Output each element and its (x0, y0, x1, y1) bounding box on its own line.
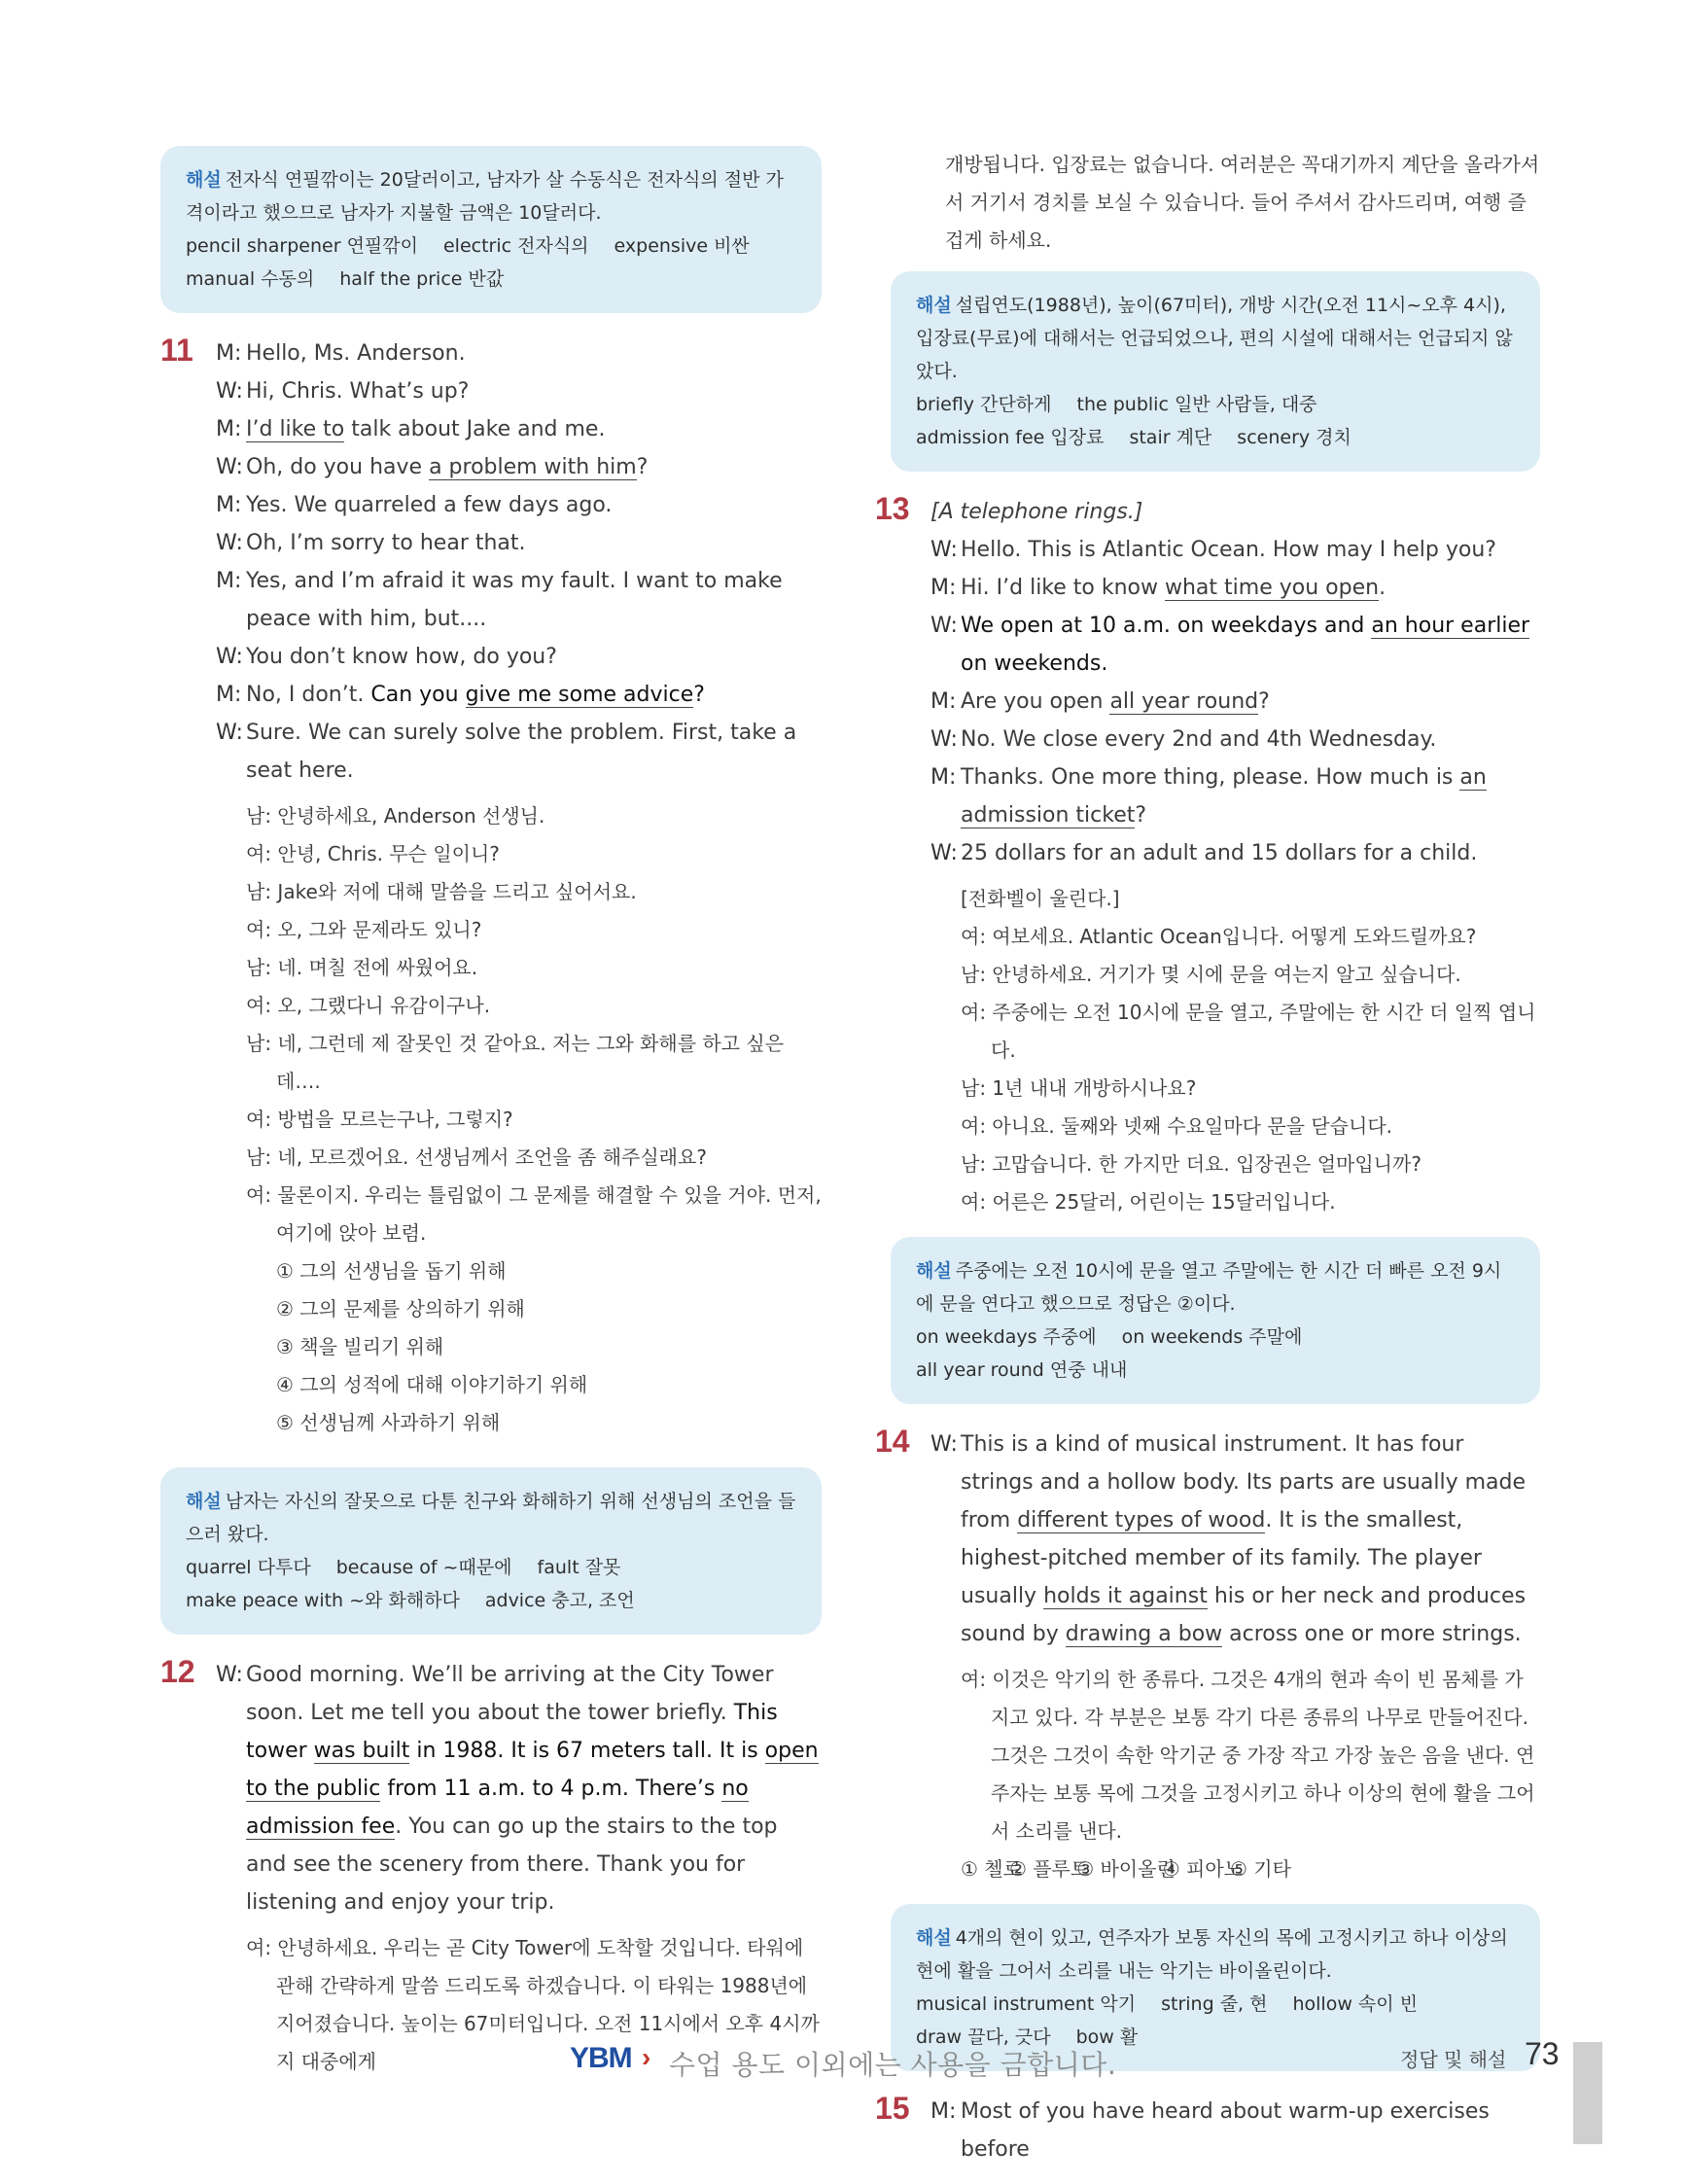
dialogue-line (216, 1656, 822, 1921)
question-number: 15 (875, 2091, 910, 2126)
explanation-box-q13 (891, 1237, 1540, 1404)
vocab-item: manual 수동의 (186, 268, 315, 290)
answer-blank: what time you open (1165, 576, 1380, 600)
answer-option: ④ 피아노 (1162, 1857, 1244, 1881)
speaker-label: W: (930, 1432, 958, 1457)
vocab-item: electric 전자식의 (442, 235, 589, 257)
speaker-label: W: (930, 841, 958, 865)
right-column (875, 146, 1540, 2184)
speaker-label: M: (216, 341, 242, 366)
dialogue-text: No, I don’t. (246, 683, 371, 707)
vocab-item: bow 활 (1075, 2026, 1139, 2048)
question-number: 14 (875, 1424, 910, 1459)
dialogue-text: Yes. We quarreled a few days ago. (246, 493, 613, 517)
vocab-item: stair 계단 (1129, 427, 1212, 448)
korean-line: 여: 오, 그랬다니 유감이구나. (246, 994, 491, 1017)
dialogue-text: ? (636, 455, 649, 479)
dialogue-line (216, 410, 822, 448)
dialogue-line (930, 607, 1540, 683)
dialogue-text: Are you open (961, 689, 1110, 714)
explanation-label: 해설 (916, 295, 952, 316)
speaker-label: W: (930, 727, 958, 752)
vocab-item: string 줄, 현 (1161, 1993, 1268, 2015)
vocab-item: pencil sharpener 연필깎이 (186, 235, 418, 257)
dialogue-text: from 11 a.m. to 4 p.m. There’s (380, 1777, 722, 1801)
dialogue-text: Oh, do you have (246, 455, 430, 479)
dialogue-line (930, 531, 1540, 569)
vocab-list (186, 1551, 796, 1617)
korean-line: 남: 안녕하세요, Anderson 선생님. (246, 804, 545, 828)
korean-line: 남: 고맙습니다. 한 가지만 더요. 입장권은 얼마입니까? (961, 1152, 1422, 1176)
stage-direction: [A telephone rings.] (930, 500, 1143, 524)
answer-blank: an admission ticket (961, 765, 1487, 828)
question-11 (160, 335, 822, 1442)
dialogue-text: We open at 10 a.m. on weekdays and (961, 614, 1372, 638)
explanation-label: 해설 (186, 169, 222, 191)
korean-line: 여: 물론이지. 우리는 틀림없이 그 문제를 해결할 수 있을 거야. 먼저, 여기에 앉아 보렴. (246, 1183, 822, 1245)
dialogue-line (930, 721, 1540, 758)
dialogue-text: Oh, I’m sorry to hear that. (246, 531, 526, 555)
answer-option: ③ 바이올린 (1076, 1857, 1176, 1881)
dialogue-text: No. We close every 2nd and 4th Wednesday. (961, 727, 1437, 752)
korean-translation (930, 880, 1540, 1221)
dialogue-text: Can you (370, 683, 466, 707)
answer-blank: was built (313, 1739, 410, 1763)
speaker-label: M: (930, 576, 957, 600)
explanation-label: 해설 (916, 1260, 952, 1282)
dialogue (930, 531, 1540, 872)
answer-option: ④ 그의 성적에 대해 이야기하기 위해 (276, 1373, 588, 1396)
dialogue-line (930, 758, 1540, 834)
answer-option: ③ 책을 빌리기 위해 (276, 1335, 444, 1358)
vocab-item: admission fee 입장료 (916, 427, 1105, 448)
speaker-label: M: (216, 569, 242, 593)
answer-options (961, 1850, 1540, 1888)
answer-option: ① 첼로 (961, 1857, 1022, 1881)
dialogue-line (216, 638, 822, 676)
vocab-item: the public 일반 사람들, 대중 (1076, 394, 1317, 415)
speaker-label: M: (216, 417, 242, 441)
answer-blank: give me some advice (465, 683, 694, 707)
explanation-text: 설립연도(1988년), 높이(67미터), 개방 시간(오전 11시~오후 4시), 입장료(무료)에 대해서는 언급되었으나, 편의 시설에 대해서는 언급되지 않았다. (916, 295, 1513, 382)
dialogue-text: . You can go up the stairs to the top and see the scenery from there. Thank you for listening and enjoy your trip. (246, 1814, 778, 1915)
dialogue-text: ? (1258, 689, 1270, 714)
question-number: 13 (875, 491, 910, 526)
explanation-text: 주중에는 오전 10시에 문을 열고 주말에는 한 시간 더 빠른 오전 9시에 문을 연다고 했으므로 정답은 ②이다. (916, 1260, 1502, 1315)
korean-translation (930, 1661, 1540, 1888)
dialogue-text: Yes, and I’m afraid it was my fault. I want to make peace with him, but.... (246, 569, 783, 631)
dialogue-text: his or her neck and produces sound by (961, 1584, 1527, 1646)
korean-line: 개방됩니다. 입장료는 없습니다. 여러분은 꼭대기까지 계단을 올라가셔서 거기서 경치를 보실 수 있습니다. 들어 주셔서 감사드리며, 여행 즐겁게 하세요. (945, 153, 1540, 252)
korean-line: 남: 네, 모르겠어요. 선생님께서 조언을 좀 해주실래요? (246, 1145, 707, 1169)
answer-blank: an hour earlier (1371, 614, 1530, 638)
copyright-notice: 수업 용도 이외에는 사용을 금합니다. (669, 2049, 1117, 2081)
speaker-label: W: (216, 645, 243, 669)
explanation-text: 전자식 연필깎이는 20달러이고, 남자가 살 수동식은 전자식의 절반 가격이라고 했으므로 남자가 지불할 금액은 10달러다. (186, 169, 784, 224)
monologue (930, 1426, 1540, 1653)
vocab-item: musical instrument 악기 (916, 1993, 1137, 2015)
dialogue-text: This tower (246, 1701, 778, 1763)
dialogue-text: Sure. We can surely solve the problem. First, take a seat here. (246, 721, 797, 783)
vocab-item: half the price 반값 (339, 268, 505, 290)
question-number: 12 (160, 1654, 195, 1689)
answer-options (246, 1252, 822, 1442)
vocab-item: all year round 연중 내내 (916, 1359, 1128, 1381)
speaker-label: W: (216, 721, 243, 745)
answer-blank: open to the public (246, 1739, 819, 1801)
korean-line: 여: 안녕, Chris. 무슨 일이니? (246, 842, 500, 865)
korean-translation-continued (875, 146, 1540, 260)
answer-option: ⑤ 기타 (1230, 1857, 1291, 1881)
section-label: 정답 및 해설 (1400, 2048, 1507, 2071)
speaker-label: M: (930, 765, 957, 790)
chevron-right-icon: › (642, 2042, 651, 2072)
answer-option: ⑤ 선생님께 사과하기 위해 (276, 1411, 501, 1434)
question-13 (875, 493, 1540, 1221)
dialogue-text: on weekends. (961, 652, 1108, 676)
korean-line: 남: 네, 그런데 제 잘못인 것 같아요. 저는 그와 화해를 하고 싶은데…. (246, 1032, 785, 1093)
left-column (160, 146, 822, 2096)
answer-option: ② 플루트 (1008, 1857, 1090, 1881)
korean-line: 여: 이것은 악기의 한 종류다. 그것은 4개의 현과 속이 빈 몸체를 가지고 있다. 각 부분은 보통 각기 다른 종류의 나무로 만들어진다. 그것은 그것이 속한 악기군 중 가장 작고 가장 높은 음을 낸다. 연주자는 보통 목에 그것을 고정시키고 하나 이상의 현에 활을 그어서 소리를 낸다. (961, 1668, 1535, 1843)
answer-blank: all year round (1109, 689, 1259, 714)
answer-blank: I’d like to (246, 417, 345, 441)
dialogue-text: This is a kind of musical instrument. It has four strings and a hollow body. Its parts are usually made from (961, 1432, 1526, 1532)
vocab-item: quarrel 다투다 (186, 1557, 311, 1578)
korean-translation (216, 797, 822, 1442)
answer-blank: different types of wood (1017, 1508, 1266, 1532)
dialogue-text: talk about Jake and me. (344, 417, 606, 441)
vocab-item: fault 잘못 (537, 1557, 621, 1578)
answer-blank: drawing a bow (1065, 1622, 1223, 1646)
korean-line: 남: 네. 며칠 전에 싸웠어요. (246, 956, 478, 979)
dialogue-line (930, 2093, 1540, 2168)
dialogue-text: Hello, Ms. Anderson. (246, 341, 466, 366)
speaker-label: W: (216, 531, 243, 555)
dialogue-text: ? (693, 683, 705, 707)
dialogue-text: Hello. This is Atlantic Ocean. How may I help you? (961, 538, 1496, 562)
vocab-item: expensive 비싼 (614, 235, 750, 257)
explanation-box-q12 (891, 271, 1540, 472)
speaker-label: W: (930, 538, 958, 562)
monologue (216, 1656, 822, 1921)
dialogue (216, 335, 822, 790)
dialogue-line (216, 676, 822, 714)
answer-option: ② 그의 문제를 상의하기 위해 (276, 1297, 525, 1321)
vocab-item: make peace with ~와 화해하다 (186, 1590, 460, 1611)
korean-line: 여: 아니요. 둘째와 넷째 수요일마다 문을 닫습니다. (961, 1114, 1392, 1138)
question-15 (875, 2093, 1540, 2168)
vocab-item: on weekends 주말에 (1121, 1326, 1303, 1348)
dialogue-line (216, 524, 822, 562)
dialogue-text: You don’t know how, do you? (246, 645, 557, 669)
dialogue-line (930, 569, 1540, 607)
answer-option: ① 그의 선생님을 돕기 위해 (276, 1259, 507, 1283)
explanation-box-q10 (160, 146, 822, 313)
dialogue-text: Hi, Chris. What’s up? (246, 379, 470, 404)
korean-line: 남: Jake와 저에 대해 말씀을 드리고 싶어서요. (246, 880, 637, 903)
dialogue-line (930, 834, 1540, 872)
answer-blank: no admission fee (246, 1777, 749, 1839)
korean-line: 여: 여보세요. Atlantic Ocean입니다. 어떻게 도와드릴까요? (961, 925, 1477, 948)
dialogue-line (216, 448, 822, 486)
speaker-label: M: (216, 683, 242, 707)
answer-blank: a problem with him (429, 455, 637, 479)
answer-blank: holds it against (1043, 1584, 1208, 1608)
korean-line: 남: 1년 내내 개방하시나요? (961, 1076, 1197, 1100)
dialogue-text: . It is the smallest, highest-pitched member of its family. The player usually (961, 1508, 1482, 1608)
dialogue-line (216, 372, 822, 410)
vocab-list (916, 1321, 1515, 1387)
dialogue-text: Most of you have heard about warm-up exercises before (961, 2099, 1490, 2162)
korean-line: [전화벨이 울린다.] (961, 887, 1120, 910)
question-14 (875, 1426, 1540, 1888)
speaker-label: M: (216, 493, 242, 517)
vocab-item: because of ~때문에 (335, 1557, 512, 1578)
page-footer (0, 2032, 1685, 2091)
vocab-item: hollow 속이 빈 (1292, 1993, 1419, 2015)
explanation-label: 해설 (186, 1491, 222, 1512)
dialogue-line (930, 1426, 1540, 1653)
speaker-label: W: (216, 1663, 243, 1687)
dialogue-text: ? (1135, 803, 1147, 828)
speaker-label: M: (930, 2099, 957, 2124)
monologue (930, 2093, 1540, 2168)
dialogue-text: across one or more strings. (1222, 1622, 1522, 1646)
speaker-label: W: (216, 455, 243, 479)
korean-line: 여: 방법을 모르는구나, 그렇지? (246, 1108, 513, 1131)
vocab-item: briefly 간단하게 (916, 394, 1052, 415)
vocab-item: advice 충고, 조언 (484, 1590, 635, 1611)
vocab-item: on weekdays 주중에 (916, 1326, 1097, 1348)
question-number: 11 (160, 333, 193, 368)
dialogue-text: Good morning. We’ll be arriving at the City Tower soon. Let me tell you about the tower briefly. (246, 1663, 774, 1725)
question-12 (160, 1656, 822, 2081)
vocab-item: scenery 경치 (1237, 427, 1352, 448)
explanation-text: 4개의 현이 있고, 연주자가 보통 자신의 목에 고정시키고 하나 이상의 현에 활을 그어서 소리를 내는 악기는 바이올린이다. (916, 1927, 1508, 1982)
dialogue-line (216, 486, 822, 524)
page-edge-tab (1573, 2042, 1602, 2144)
speaker-label: W: (930, 614, 958, 638)
korean-line: 여: 안녕하세요. 우리는 곧 City Tower에 도착할 것입니다. 타워에 관해 간략하게 말씀 드리도록 하겠습니다. 이 타워는 1988년에 지어졌습니다. 높이는 67미터입니다. 오전 11시에서 오후 4시까지 대중에게 (246, 1936, 820, 2073)
dialogue-line (930, 683, 1540, 721)
dialogue-line (216, 562, 822, 638)
ybm-logo: YBM (570, 2042, 632, 2074)
speaker-label: M: (930, 689, 957, 714)
korean-line: 여: 주중에는 오전 10시에 문을 열고, 주말에는 한 시간 더 일찍 엽니다. (961, 1001, 1536, 1062)
korean-line: 여: 어른은 25달러, 어린이는 15달러입니다. (961, 1190, 1336, 1214)
dialogue-line (216, 714, 822, 790)
dialogue-text: in 1988. It is 67 meters tall. It is (409, 1739, 765, 1763)
dialogue-text: Hi. I’d like to know (961, 576, 1165, 600)
explanation-label: 해설 (916, 1927, 952, 1949)
korean-line: 남: 안녕하세요. 거기가 몇 시에 문을 여는지 알고 싶습니다. (961, 963, 1461, 986)
dialogue-line (216, 335, 822, 372)
dialogue-text: Thanks. One more thing, please. How much is (961, 765, 1460, 790)
dialogue-text: 25 dollars for an adult and 15 dollars for a child. (961, 841, 1478, 865)
korean-line: 여: 오, 그와 문제라도 있니? (246, 918, 482, 941)
page-number: 73 (1525, 2036, 1560, 2071)
vocab-list (916, 388, 1515, 454)
explanation-text: 남자는 자신의 잘못으로 다툰 친구와 화해하기 위해 선생님의 조언을 들으러 왔다. (186, 1491, 796, 1545)
speaker-label: W: (216, 379, 243, 404)
vocab-item: draw 끌다, 긋다 (916, 2026, 1051, 2048)
vocab-list (186, 229, 796, 296)
explanation-box-q11 (160, 1467, 822, 1635)
dialogue-text: . (1379, 576, 1387, 600)
